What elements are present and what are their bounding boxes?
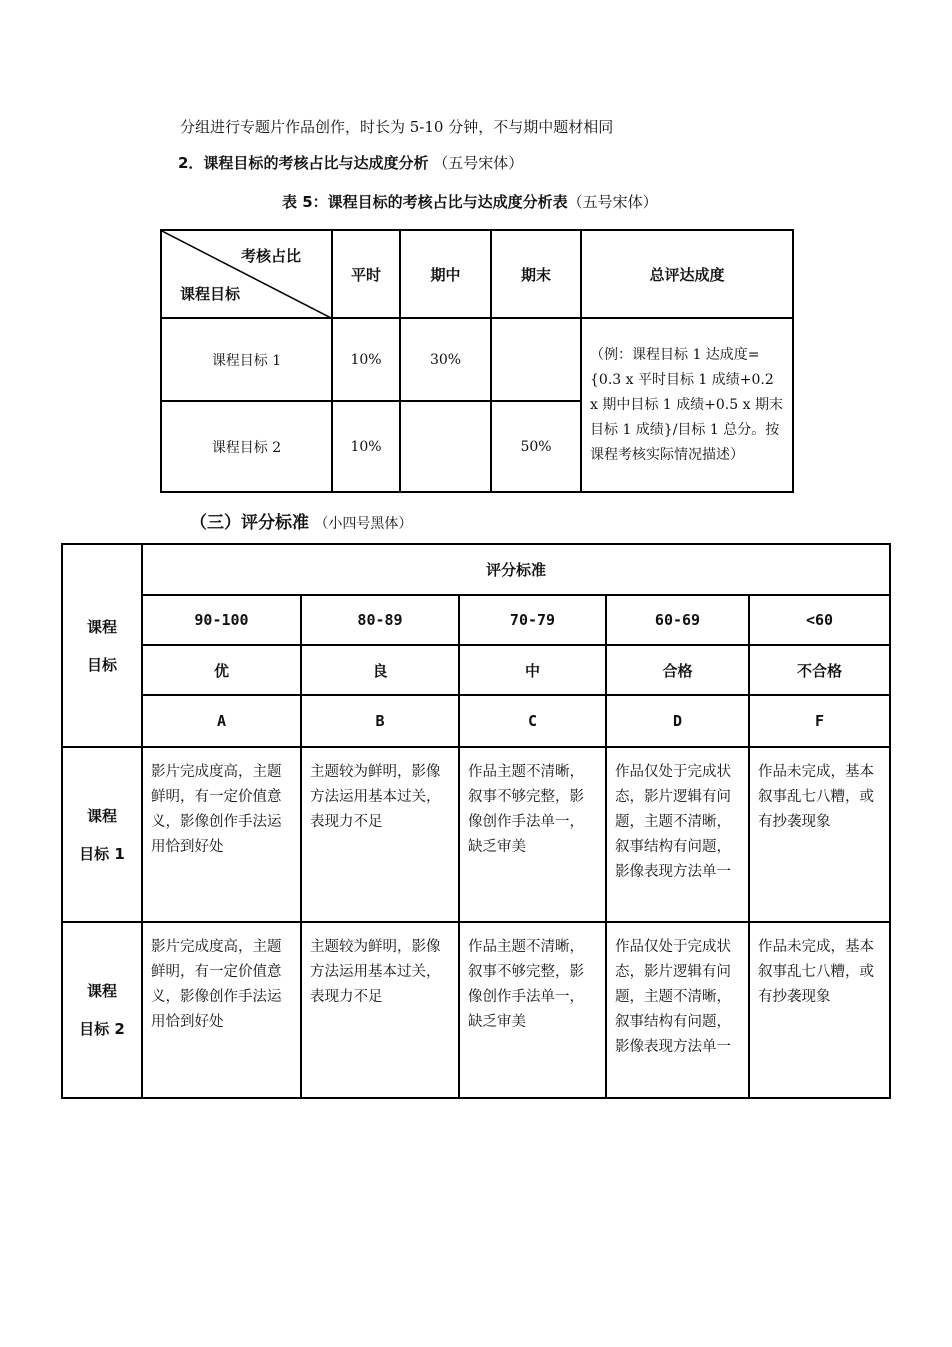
range-cell: 80-89 <box>301 595 459 645</box>
level-cell: 合格 <box>606 645 749 695</box>
col-header-usual: 平时 <box>332 230 400 318</box>
table-5-caption <box>282 191 658 212</box>
level-cell: 中 <box>459 645 606 695</box>
col-header-final: 期末 <box>491 230 581 318</box>
criteria-cell-f: 作品未完成，基本叙事乱七八糟，或有抄袭现象 <box>749 922 890 1098</box>
row-2-midterm <box>400 401 491 492</box>
grade-cell: F <box>749 695 890 747</box>
col-header-total: 总评达成度 <box>581 230 793 318</box>
section-2-heading <box>178 152 523 173</box>
goal-2-label-line-2: 目标 2 <box>79 1020 125 1038</box>
course-goal-header-cell <box>62 544 142 747</box>
criteria-cell-b: 主题较为鲜明，影像方法运用基本过关，表现力不足 <box>301 922 459 1098</box>
row-2-final: 50% <box>491 401 581 492</box>
criteria-cell-a: 影片完成度高，主题鲜明，有一定价值意义，影像创作手法运用恰到好处 <box>142 922 301 1098</box>
grade-cell: A <box>142 695 301 747</box>
grade-cell: C <box>459 695 606 747</box>
section-2-font-note: （五号宋体） <box>433 154 524 172</box>
grading-header-row <box>62 544 890 595</box>
criteria-cell-a: 影片完成度高，主题鲜明，有一定价值意义，影像创作手法运用恰到好处 <box>142 747 301 922</box>
goal-1-label <box>62 747 142 922</box>
course-goal-header-line-1: 课程 <box>86 617 117 636</box>
criteria-cell-b: 主题较为鲜明，影像方法运用基本过关，表现力不足 <box>301 747 459 922</box>
range-cell: 70-79 <box>459 595 606 645</box>
goal-2-criteria-row <box>62 922 890 1098</box>
table-5-caption-note: （五号宋体） <box>567 193 658 211</box>
goal-1-label-line-1: 课程 <box>86 806 117 825</box>
level-cell: 不合格 <box>749 645 890 695</box>
row-2-usual: 10% <box>332 401 400 492</box>
level-row <box>62 645 890 695</box>
section-3-title: （三）评分标准 <box>190 513 309 533</box>
corner-label-goal: 课程目标 <box>180 285 241 303</box>
section-2-title: 2．课程目标的考核占比与达成度分析 <box>178 154 429 172</box>
section-3-font-note: （小四号黑体） <box>314 516 413 532</box>
row-1-usual: 10% <box>332 318 400 401</box>
score-range-row <box>62 595 890 645</box>
assessment-ratio-table <box>160 229 794 493</box>
level-cell: 优 <box>142 645 301 695</box>
grade-cell: D <box>606 695 749 747</box>
col-header-midterm: 期中 <box>400 230 491 318</box>
goal-1-criteria-row <box>62 747 890 922</box>
criteria-cell-c: 作品主题不清晰，叙事不够完整，影像创作手法单一，缺乏审美 <box>459 922 606 1098</box>
table-5-caption-title: 表 5：课程目标的考核占比与达成度分析表 <box>282 193 568 211</box>
table-5-row-1 <box>161 318 793 401</box>
grade-cell: B <box>301 695 459 747</box>
intro-paragraph: 分组进行专题片作品创作，时长为 5-10 分钟，不与期中题材相同 <box>180 118 614 136</box>
criteria-cell-d: 作品仅处于完成状态，影片逻辑有问题，主题不清晰，叙事结构有问题，影像表现方法单一 <box>606 747 749 922</box>
criteria-cell-f: 作品未完成，基本叙事乱七八糟，或有抄袭现象 <box>749 747 890 922</box>
corner-label-ratio: 考核占比 <box>240 247 301 265</box>
grading-standard-table <box>61 543 891 1099</box>
table-5-header-row <box>161 230 793 318</box>
diagonal-header-cell <box>161 230 332 318</box>
grading-standard-header: 评分标准 <box>142 544 890 595</box>
formula-cell: （例：课程目标 1 达成度={0.3 x 平时目标 1 成绩+0.2 x 期中目标 1 成绩+0.5 x 期末目标 1 成绩}/目标 1 总分。按课程考核实际情况描述） <box>581 318 793 492</box>
level-cell: 良 <box>301 645 459 695</box>
row-2-label: 课程目标 2 <box>161 401 332 492</box>
course-goal-header-line-2: 目标 <box>86 655 117 674</box>
row-1-midterm: 30% <box>400 318 491 401</box>
criteria-cell-c: 作品主题不清晰，叙事不够完整，影像创作手法单一，缺乏审美 <box>459 747 606 922</box>
grade-letter-row <box>62 695 890 747</box>
criteria-cell-d: 作品仅处于完成状态，影片逻辑有问题，主题不清晰，叙事结构有问题，影像表现方法单一 <box>606 922 749 1098</box>
goal-2-label-line-1: 课程 <box>86 982 117 1000</box>
row-1-label: 课程目标 1 <box>161 318 332 401</box>
row-1-final <box>491 318 581 401</box>
range-cell: 90-100 <box>142 595 301 645</box>
range-cell: 60-69 <box>606 595 749 645</box>
range-cell: <60 <box>749 595 890 645</box>
goal-1-label-line-2: 目标 1 <box>79 844 125 863</box>
section-3-heading <box>190 508 412 533</box>
goal-2-label <box>62 922 142 1098</box>
